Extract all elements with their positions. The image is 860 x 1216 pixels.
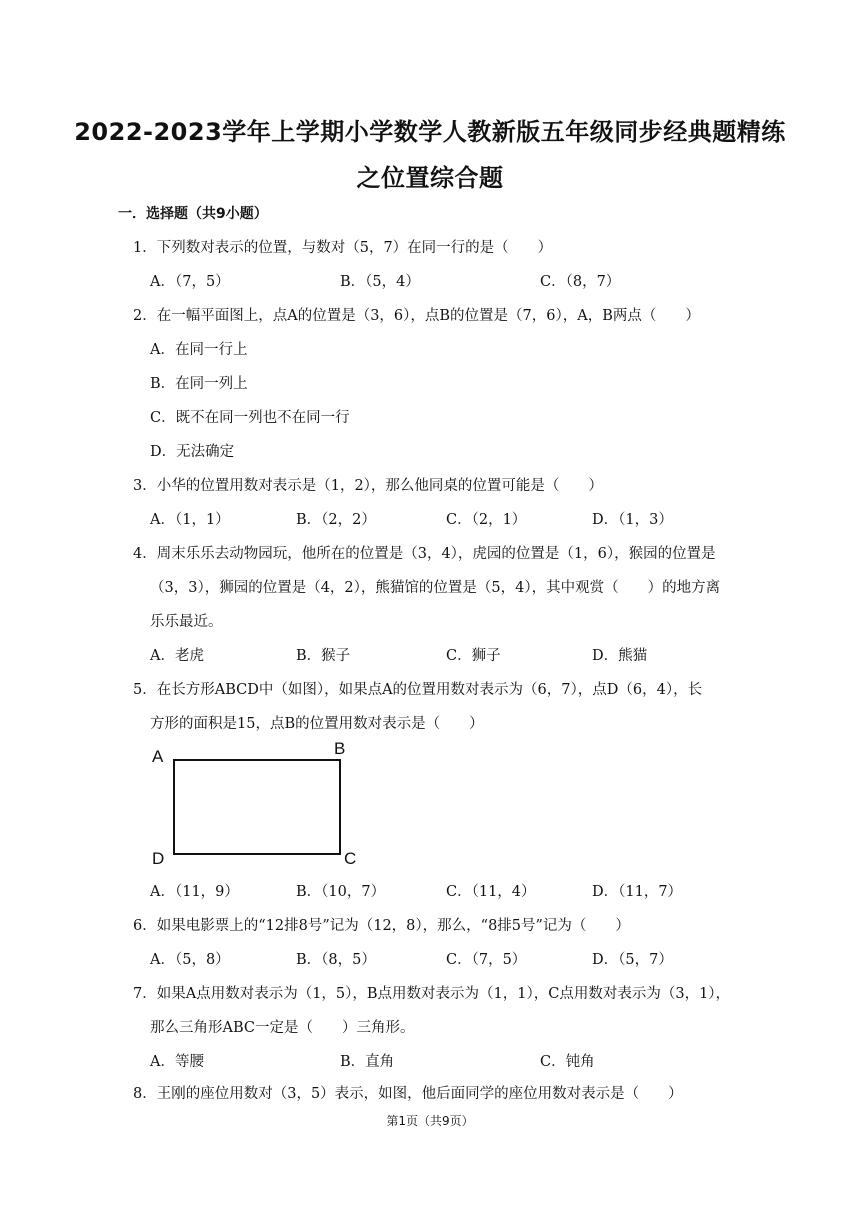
question-2-option-a: A．在同一行上 [150, 342, 248, 358]
rectangle-abcd [174, 760, 340, 854]
question-5-option-d: D．（11，7） [592, 884, 683, 900]
question-6-stem: 6．如果电影票上的“12排8号”记为（12，8），那么，“8排5号”记为（ ） [133, 918, 630, 934]
question-4-option-d: D．熊猫 [592, 648, 648, 664]
question-7-line-2: 那么三角形ABC一定是（ ）三角形。 [150, 1020, 415, 1036]
question-4-line-2: （3，3），狮园的位置是（4，2），熊猫馆的位置是（5，4），其中观赏（ ）的地方离 [150, 580, 721, 596]
question-5-line-1: 5．在长方形ABCD中（如图），如果点A的位置用数对表示为（6，7），点D（6，4），长 [133, 682, 703, 698]
vertex-label-c: C [344, 849, 357, 868]
question-4-option-a: A．老虎 [150, 648, 204, 664]
question-4-option-c: C．狮子 [446, 648, 501, 664]
question-7-option-c: C．钝角 [540, 1054, 595, 1070]
question-4-option-b: B．猴子 [296, 648, 351, 664]
vertex-label-b: B [334, 739, 346, 758]
question-3-option-c: C．（2，1） [446, 512, 527, 528]
question-6-option-d: D．（5，7） [592, 952, 673, 968]
question-4-line-1: 4．周末乐乐去动物园玩，他所在的位置是（3，4），虎园的位置是（1，6），猴园的位置是 [133, 546, 716, 562]
question-7-line-1: 7．如果A点用数对表示为（1，5），B点用数对表示为（1，1），C点用数对表示为（3，1）， [133, 986, 731, 1002]
rectangle-abcd-figure [148, 738, 368, 868]
question-3-option-d: D．（1，3） [592, 512, 673, 528]
question-6-option-b: B．（8，5） [296, 952, 376, 968]
question-5-line-2: 方形的面积是15，点B的位置用数对表示是（ ） [150, 716, 484, 732]
document-title-line2: 之位置综合题 [356, 164, 504, 192]
section-heading: 一．选择题（共9小题） [118, 206, 268, 222]
question-2-option-d: D．无法确定 [150, 444, 235, 460]
question-2-option-c: C．既不在同一列也不在同一行 [150, 410, 350, 426]
question-1-stem: 1．下列数对表示的位置，与数对（5，7）在同一行的是（ ） [133, 240, 553, 256]
question-3-stem: 3．小华的位置用数对表示是（1，2），那么他同桌的位置可能是（ ） [133, 478, 603, 494]
question-5-option-b: B．（10，7） [296, 884, 386, 900]
question-3-option-b: B．（2，2） [296, 512, 376, 528]
question-8-stem: 8．王刚的座位用数对（3，5）表示，如图，他后面同学的座位用数对表示是（ ） [133, 1086, 683, 1102]
vertex-label-d: D [152, 849, 165, 868]
question-5-option-a: A．（11，9） [150, 884, 239, 900]
page-footer: 第1页（共9页） [386, 1114, 474, 1128]
question-6-option-a: A．（5，8） [150, 952, 230, 968]
question-1-option-b: B．（5，4） [340, 274, 420, 290]
question-1-option-a: A．（7，5） [150, 274, 230, 290]
vertex-label-a: A [152, 747, 164, 766]
question-1-option-c: C．（8，7） [540, 274, 621, 290]
question-2-stem: 2．在一幅平面图上，点A的位置是（3，6），点B的位置是（7，6），A，B两点（ ） [133, 308, 700, 324]
question-2-option-b: B．在同一列上 [150, 376, 248, 392]
question-7-option-a: A．等腰 [150, 1054, 204, 1070]
question-3-option-a: A．（1，1） [150, 512, 230, 528]
question-7-option-b: B．直角 [340, 1054, 395, 1070]
document-title-line1: 2022-2023学年上学期小学数学人教新版五年级同步经典题精练 [74, 118, 786, 146]
question-6-option-c: C．（7，5） [446, 952, 527, 968]
question-5-option-c: C．（11，4） [446, 884, 536, 900]
question-4-line-3: 乐乐最近。 [150, 614, 223, 630]
